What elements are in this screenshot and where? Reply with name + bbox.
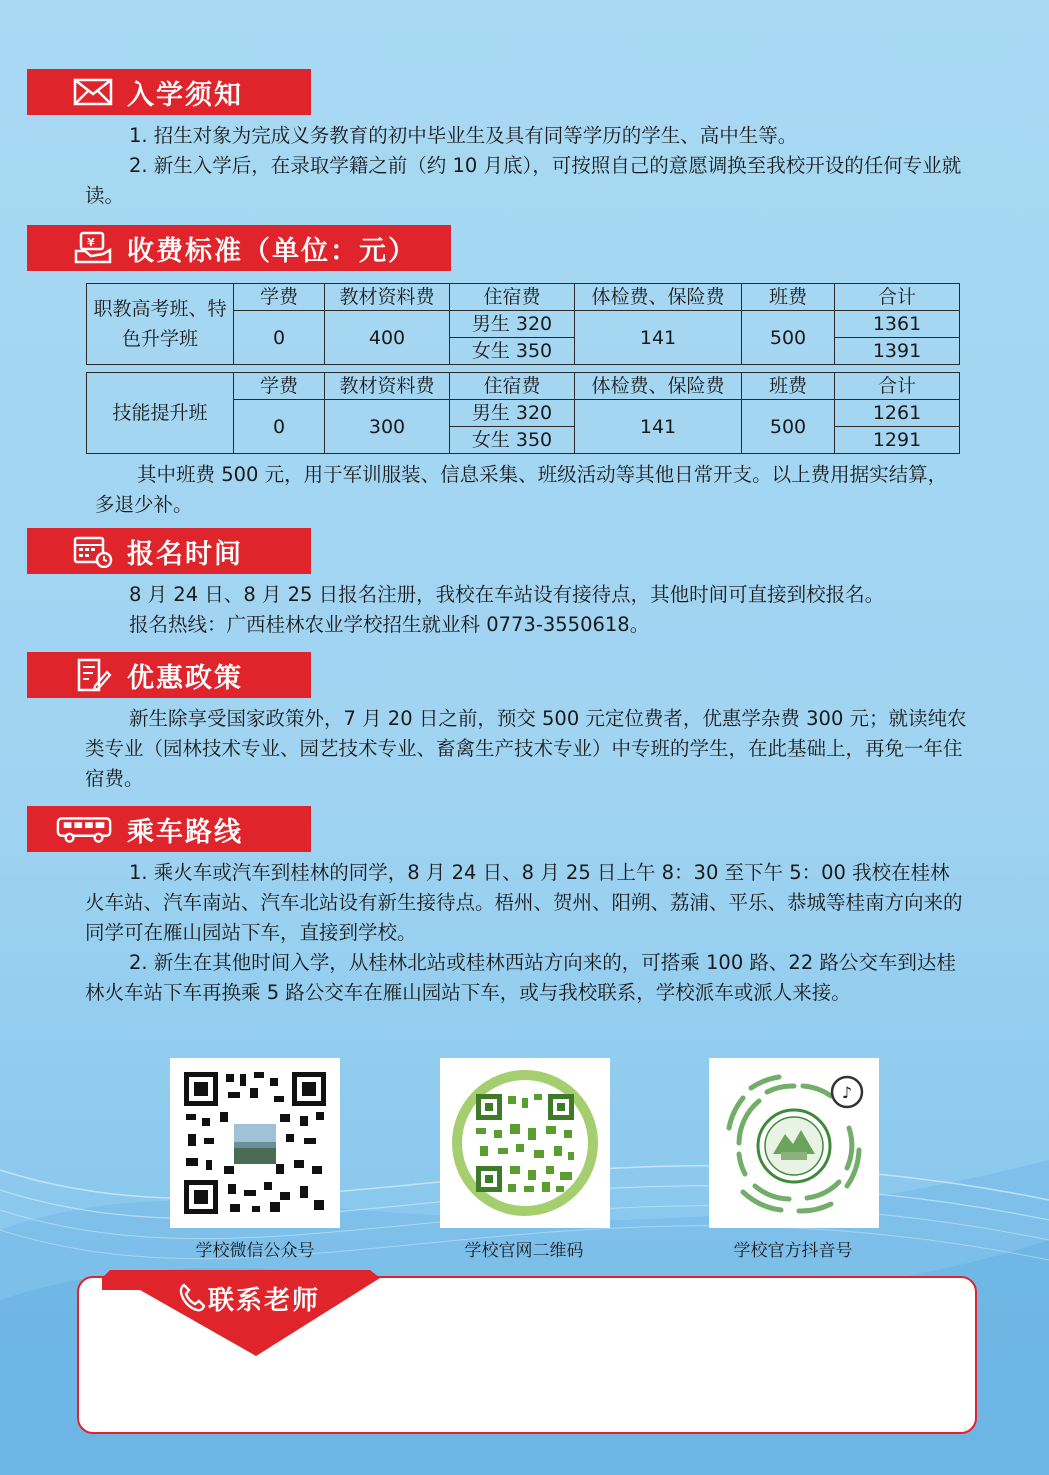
header-dorm: 住宿费 (450, 284, 575, 311)
header-materials: 教材资料费 (325, 284, 450, 311)
dorm-male-value: 男生 320 (450, 311, 575, 338)
section-header-route (27, 806, 311, 852)
total-male-value: 1261 (835, 400, 960, 427)
qr-label-website: 学校官网二维码 (464, 1241, 584, 1261)
policy-paragraph: 新生除享受国家政策外，7 月 20 日之前，预交 500 元定位费者，优惠学杂费 300 元；就读纯农类专业（园林技术专业、园艺技术专业、畜禽生产技术专业）中专班的学生，在此基础上，再免一年住宿费。 (85, 707, 967, 790)
fee-table-2 (86, 372, 960, 454)
fee-table-1 (86, 283, 960, 365)
section-title: 入学须知 (127, 79, 243, 111)
exam-value: 141 (575, 311, 742, 365)
document-pen-icon (71, 657, 115, 693)
dorm-female-value: 女生 350 (450, 338, 575, 365)
section-title: 收费标准（单位：元） (127, 235, 417, 267)
douyin-qr-icon (709, 1058, 879, 1228)
admission-item-2: 2. 新生入学后，在录取学籍之前（约 10 月底），可按照自己的意愿调换至我校开设的任何专业就读。 (85, 154, 962, 207)
header-dorm: 住宿费 (450, 373, 575, 400)
header-materials: 教材资料费 (325, 373, 450, 400)
group-name: 技能提升班 (87, 373, 234, 454)
bus-icon (55, 811, 115, 847)
total-female-value: 1291 (835, 427, 960, 454)
qr-label-wechat: 学校微信公众号 (195, 1241, 315, 1261)
tuition-value: 0 (234, 400, 325, 454)
tuition-value: 0 (234, 311, 325, 365)
calendar-clock-icon (71, 533, 115, 569)
dorm-male-value: 男生 320 (450, 400, 575, 427)
envelope-icon (71, 74, 115, 110)
class-fee-value: 500 (742, 400, 835, 454)
header-class-fee: 班费 (742, 373, 835, 400)
materials-value: 300 (325, 400, 450, 454)
total-male-value: 1361 (835, 311, 960, 338)
route-item-2: 2. 新生在其他时间入学，从桂林北站或桂林西站方向来的，可搭乘 100 路、22 路公交车到达桂林火车站下车再换乘 5 路公交车在雁山园站下车，或与我校联系，学校派车或派人来接。 (85, 951, 956, 1004)
fee-note (95, 460, 961, 520)
section-title: 报名时间 (127, 538, 243, 570)
section-header-policy (27, 652, 311, 698)
exam-value: 141 (575, 400, 742, 454)
header-exam: 体检费、保险费 (575, 284, 742, 311)
admission-text (85, 121, 967, 211)
admission-item-1: 1. 招生对象为完成义务教育的初中毕业生及具有同等学历的学生、高中生等。 (129, 124, 798, 147)
wechat-qr-icon (170, 1058, 340, 1228)
header-tuition: 学费 (234, 284, 325, 311)
registration-text (129, 580, 969, 640)
class-fee-value: 500 (742, 311, 835, 365)
registration-line-1: 8 月 24 日、8 月 25 日报名注册，我校在车站设有接待点，其他时间可直接到校报名。 (129, 583, 885, 606)
policy-text (85, 704, 967, 794)
qr-label-douyin: 学校官方抖音号 (733, 1241, 853, 1261)
header-total: 合计 (835, 284, 960, 311)
fee-note-text: 其中班费 500 元，用于军训服装、信息采集、班级活动等其他日常开支。以上费用据实结算，多退少补。 (95, 463, 948, 516)
section-header-admission (27, 69, 311, 115)
total-female-value: 1391 (835, 338, 960, 365)
svg-text:♪: ♪ (841, 1083, 853, 1102)
svg-text:¥: ¥ (87, 236, 97, 249)
route-text (85, 858, 967, 1008)
phone-icon (178, 1282, 206, 1312)
registration-line-2: 报名热线：广西桂林农业学校招生就业科 0773-3550618。 (129, 613, 650, 636)
section-header-fees (27, 225, 451, 271)
header-class-fee: 班费 (742, 284, 835, 311)
header-total: 合计 (835, 373, 960, 400)
header-tuition: 学费 (234, 373, 325, 400)
header-exam: 体检费、保险费 (575, 373, 742, 400)
section-header-registration (27, 528, 311, 574)
money-hand-icon (71, 230, 115, 266)
section-title: 优惠政策 (127, 662, 243, 694)
group-name: 职教高考班、特色升学班 (87, 284, 234, 365)
contact-title: 联系老师 (208, 1286, 321, 1316)
website-qr-icon (440, 1058, 610, 1228)
route-item-1: 1. 乘火车或汽车到桂林的同学，8 月 24 日、8 月 25 日上午 8：30 至下午 5：00 我校在桂林火车站、汽车南站、汽车北站设有新生接待点。梧州、贺州、阳朔、荔浦、平乐、恭城等桂南方向来的同学可在雁山园站下车，直接到学校。 (85, 861, 963, 944)
section-title: 乘车路线 (127, 816, 243, 848)
dorm-female-value: 女生 350 (450, 427, 575, 454)
materials-value: 400 (325, 311, 450, 365)
